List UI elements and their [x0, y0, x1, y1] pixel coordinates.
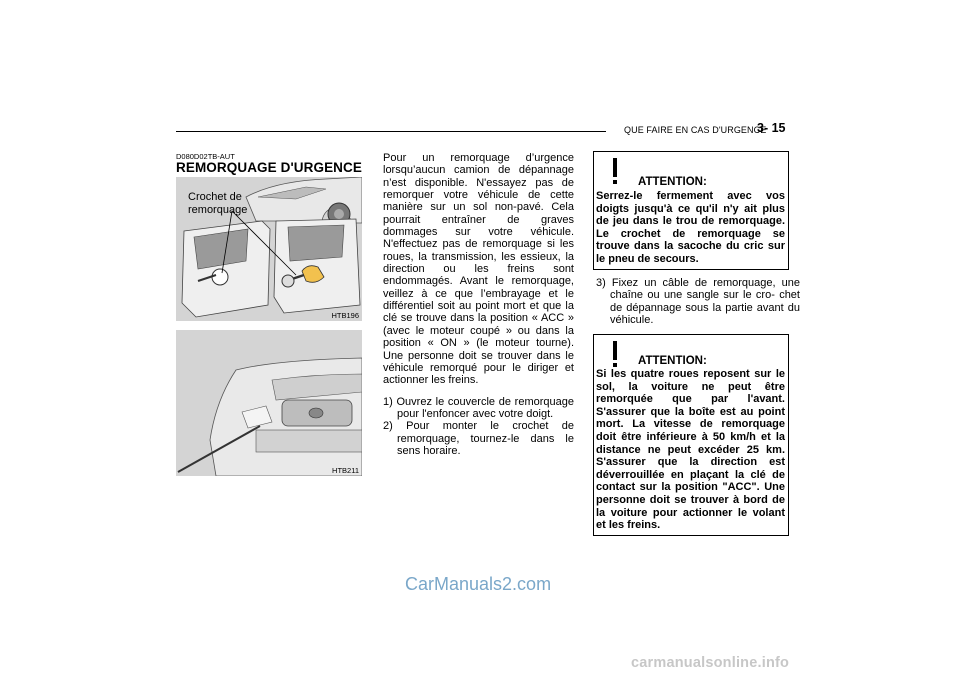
- car-front-illustration: [176, 330, 362, 476]
- figure-code: HTB196: [331, 311, 359, 320]
- list-item: 1) Ouvrez le couvercle de remorquage pour l'enfoncer avec votre doigt.: [383, 395, 574, 420]
- towing-front-figure: [176, 330, 362, 476]
- attention-title: ATTENTION:: [638, 176, 707, 188]
- figure-code: HTB211: [332, 466, 359, 475]
- list-item: 3) Fixez un câble de remorquage, une chaîne ou une sangle sur le cro- chet de dépannage sous la partie avant du véhicule.: [596, 277, 800, 327]
- watermark-footer[interactable]: carmanualsonline.info: [631, 655, 790, 671]
- attention-text: Serrez-le fermement avec vos doigts jusqu'à ce qu'il n'y ait plus de jeu dans le trou de remorquage. Le crochet de remorquage se trouve dans la sacoche du cric sur le pneu de secours.: [596, 190, 785, 265]
- warning-icon: [600, 156, 630, 186]
- attention-box: [593, 151, 789, 270]
- callout-line-2: remorquage: [188, 204, 248, 216]
- header-section-title: QUE FAIRE EN CAS D'URGENCE: [624, 125, 767, 135]
- step-list: [383, 396, 574, 458]
- attention-header: [594, 152, 788, 190]
- watermark-link[interactable]: CarManuals2.com: [405, 574, 552, 594]
- section-code: D080D02TB-AUT: [176, 152, 235, 161]
- list-item: 2) Pour monter le crochet de remorquage, tournez-le dans le sens horaire.: [383, 420, 574, 457]
- page-title: REMORQUAGE D'URGENCE: [176, 160, 362, 175]
- body-paragraph: Pour un remorquage d’urgence lorsqu’aucun camion de dépannage n’est disponible. N'essayez pas de remorquer votre véhicule de cette manière sur un sol non-pavé. Cela pourrait entraîner de graves dommages sur votre véhicule. N'effectuez pas de remorquage si les roues, la transmission, les essieux, la direction ou les freins sont endommagés. Avant le remorquage, veillez à ce que l’embrayage et le différentiel soit au point mort et que la clé se trouve dans la position « ACC » (avec le moteur coupé » ou dans la position « ON » (le moteur tourne). Une personne doit se trouver dans le véhicule remorqué pour le diriger et actionner les freins.: [383, 152, 574, 387]
- attention-title: ATTENTION:: [638, 355, 707, 367]
- attention-text: Si les quatre roues reposent sur le sol, la voiture ne peut être remorquée que par l'avant. S'assurer que la boîte est au point mort. La vitesse de remorquage doit être inférieure à 50 km/h et la distance ne peut excéder 25 km. S'assurer que la direction est déverrouillée en plaçant la clé de contact sur la position "ACC". Une personne doit se trouver à bord de la voiture pour actionner le volant et les freins.: [596, 368, 785, 532]
- body-text-column: [383, 152, 574, 457]
- tow-hook-callout: [188, 191, 247, 217]
- callout-line-1: Crochet de: [188, 191, 242, 203]
- page-number: 3- 15: [757, 121, 786, 135]
- attention-header: [594, 335, 788, 368]
- header-rule: [176, 131, 606, 132]
- warning-icon: [600, 339, 630, 369]
- tow-hook-figure: [176, 177, 362, 321]
- attention-box: [593, 334, 789, 536]
